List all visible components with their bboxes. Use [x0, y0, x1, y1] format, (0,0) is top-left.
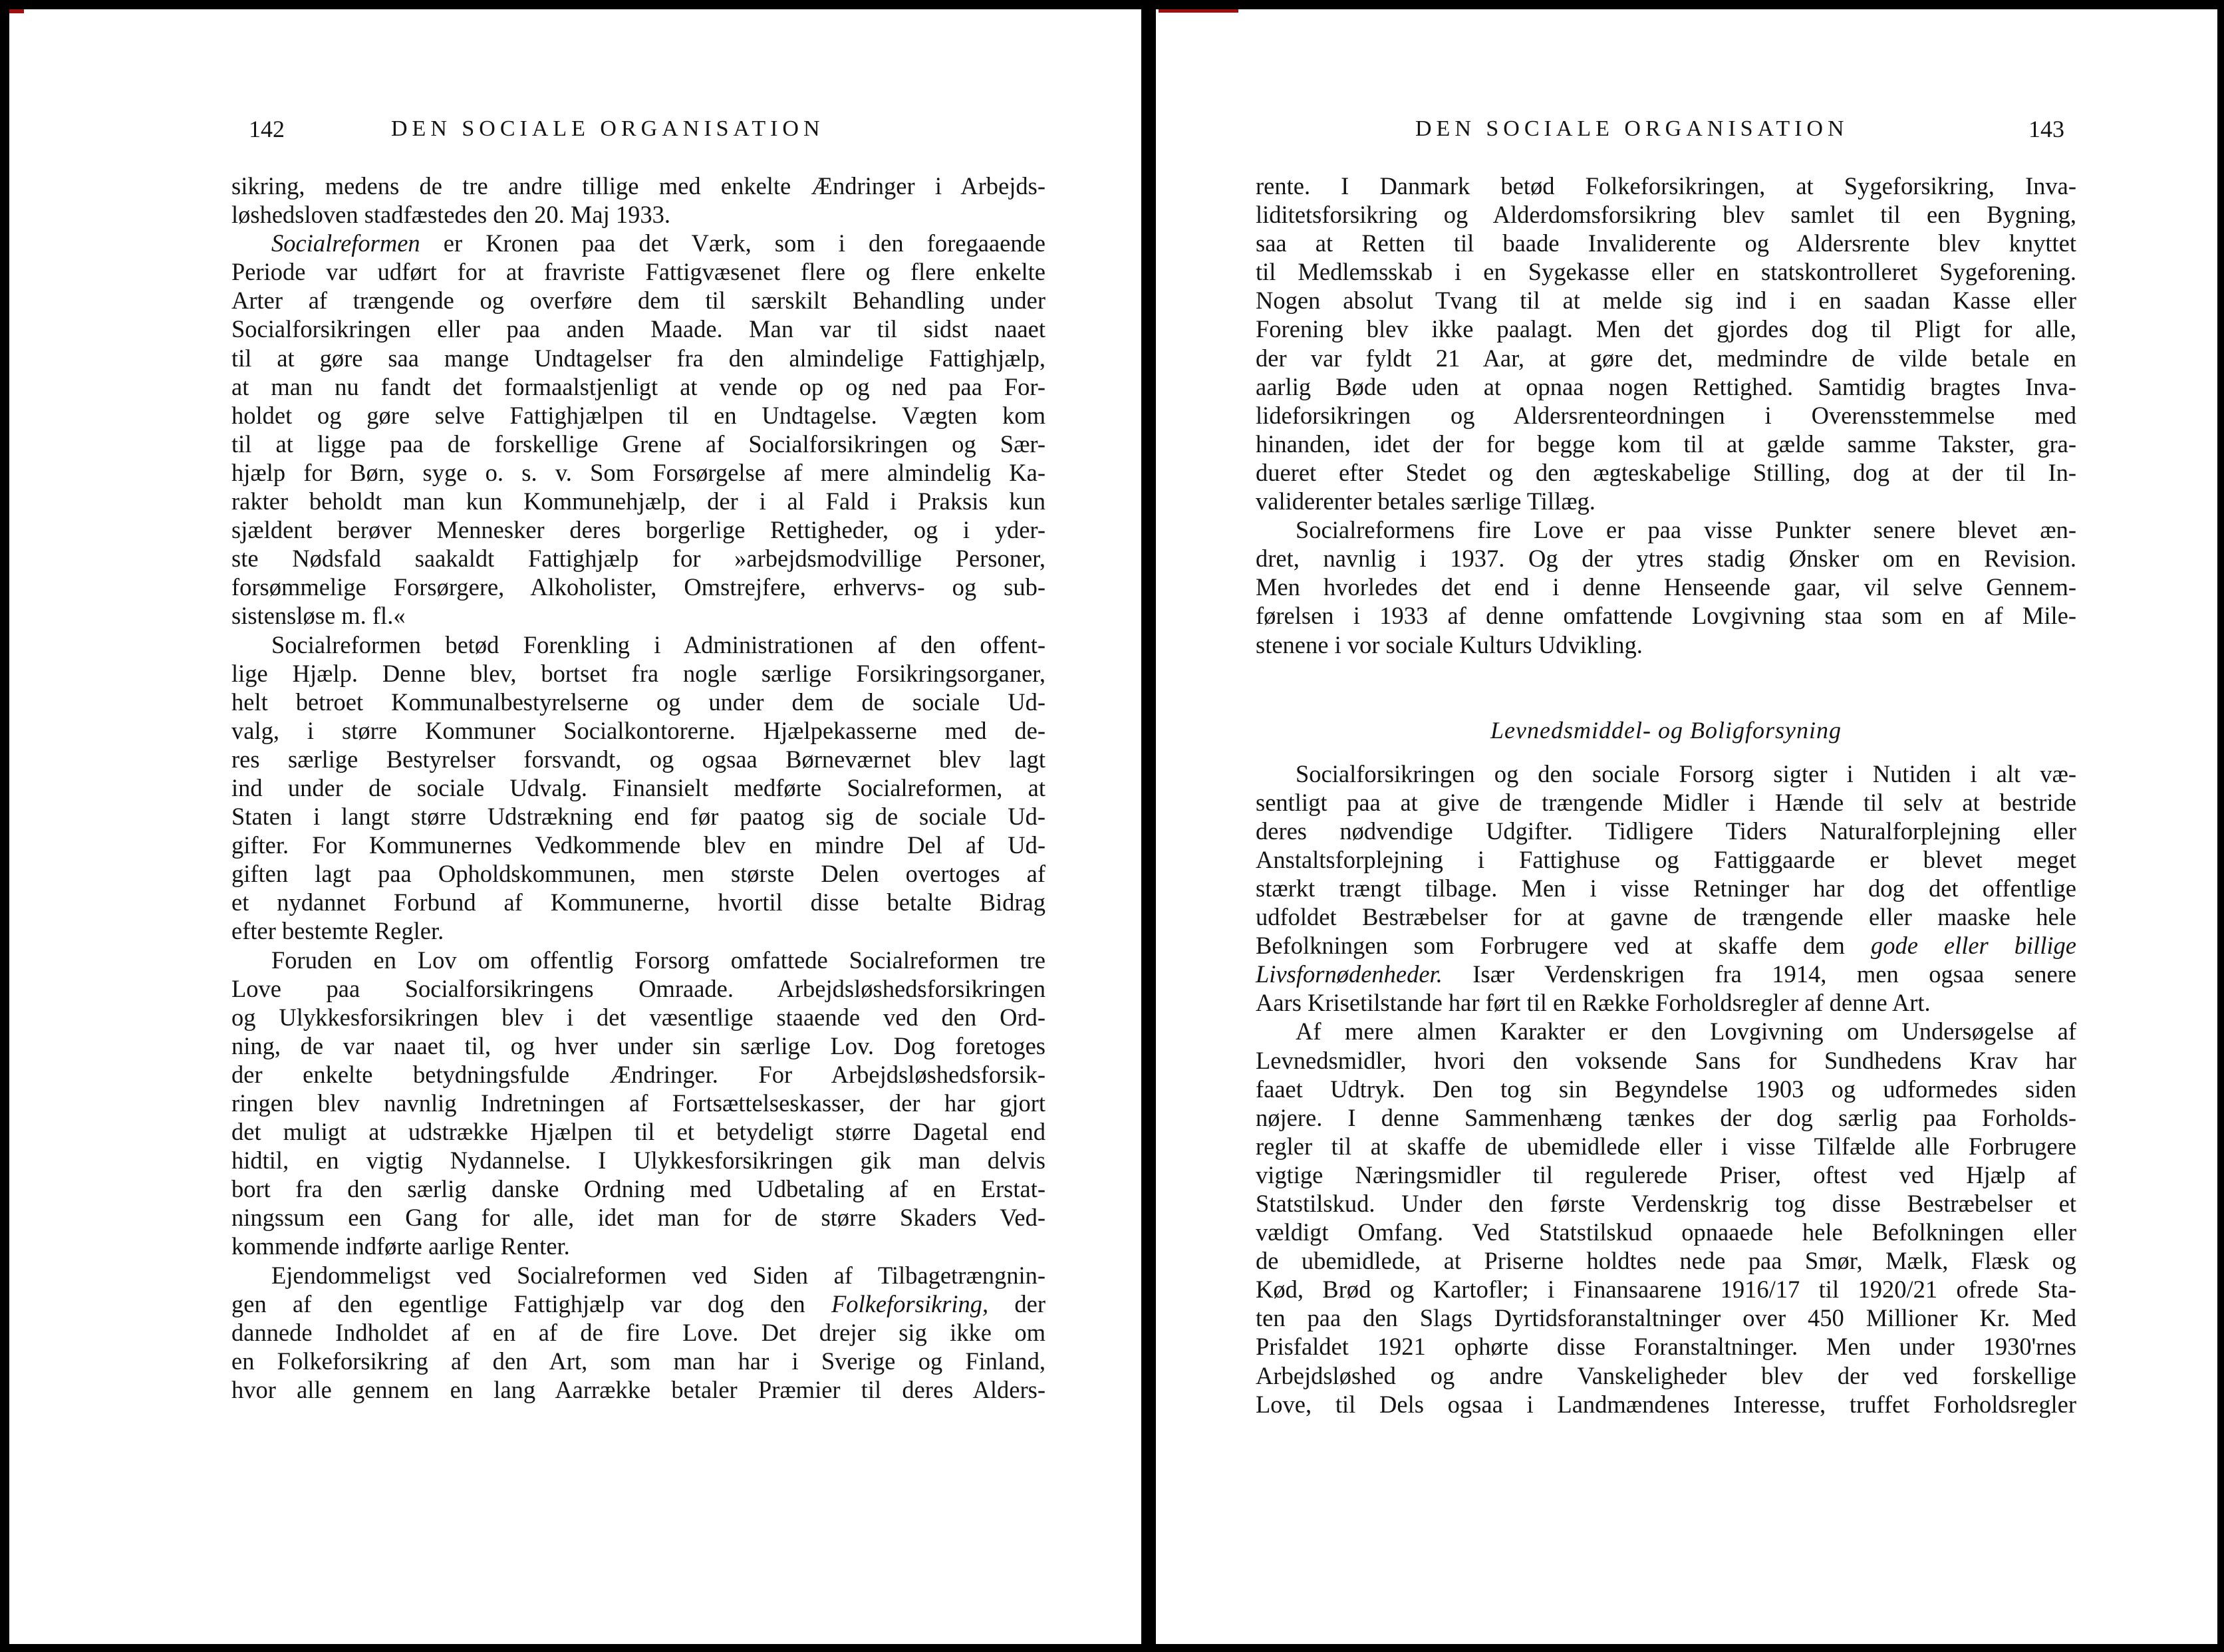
- text-line: Levnedsmidler, hvori den voksende Sans for Sundhedens Krav har: [1256, 1046, 2076, 1074]
- text-line: deres nødvendige Udgifter. Tidligere Tiders Naturalforplejning eller: [1256, 817, 2076, 845]
- text-line: holdet og gøre selve Fattighjælpen til en Undtagelse. Vægten kom: [231, 401, 1045, 429]
- text-line: liditetsforsikring og Alderdomsforsikring blev samlet til een Bygning,: [1256, 201, 2076, 229]
- text-line: lige Hjælp. Denne blev, bortset fra nogle særlige Forsikringsorganer,: [231, 659, 1045, 687]
- text-line: ringen blev navnlig Indretningen af Fortsættelseskasser, der har gjort: [231, 1089, 1045, 1117]
- text-line: rente. I Danmark betød Folkeforsikringen, at Sygeforsikring, Inva-: [1256, 172, 2076, 200]
- text-line: Af mere almen Karakter er den Lovgivning om Undersøgelse af: [1296, 1018, 2076, 1045]
- text-line: Foruden en Lov om offentlig Forsorg omfattede Socialreformen tre: [271, 946, 1045, 974]
- text-line: de ubemidlede, at Priserne holdtes nede paa Smør, Mælk, Flæsk og: [1256, 1247, 2076, 1275]
- scan-mark: [1159, 9, 1238, 13]
- text-line: der enkelte betydningsfulde Ændringer. For Arbejdsløshedsforsik-: [231, 1060, 1045, 1088]
- text-line: hjælp for Børn, syge o. s. v. Som Forsørgelse af mere almindelig Ka-: [231, 458, 1045, 486]
- text-line: giften lagt paa Opholdskommunen, men største Delen overtoges af: [231, 860, 1045, 888]
- right-page: [1156, 9, 2217, 1644]
- text-line: aarlig Bøde uden at opnaa nogen Rettighed. Samtidig bragtes Inva-: [1256, 372, 2076, 400]
- text-line: løshedsloven stadfæstedes den 20. Maj 1933.: [231, 201, 670, 229]
- text-line: til at gøre saa mange Undtagelser fra den almindelige Fattighjælp,: [231, 344, 1045, 372]
- text-line: gifter. For Kommunernes Vedkommende blev en mindre Del af Ud-: [231, 831, 1045, 859]
- text-line: Aars Krisetilstande har ført til en Række Forholdsregler af denne Art.: [1256, 989, 1931, 1017]
- text-line: Befolkningen som Forbrugere ved at skaffe dem gode eller billige: [1256, 932, 2076, 960]
- text-line: Arbejdsløshed og andre Vanskeligheder blev der ved forskellige: [1256, 1361, 2076, 1389]
- text-line: til Medlemsskab i en Sygekasse eller en statskontrolleret Sygeforening.: [1256, 258, 2076, 286]
- text-line: res særlige Bestyrelser forsvandt, og ogsaa Børneværnet blev lagt: [231, 745, 1045, 773]
- text-line: en Folkeforsikring af den Art, som man har i Sverige og Finland,: [231, 1347, 1045, 1375]
- text-line: ten paa den Slags Dyrtidsforanstaltninger over 450 Millioner Kr. Med: [1256, 1304, 2076, 1332]
- text-line: hvor alle gennem en lang Aarrække betaler Præmier til deres Alders-: [231, 1375, 1045, 1403]
- text-line: dannede Indholdet af en af de fire Love. Det drejer sig ikke om: [231, 1318, 1045, 1346]
- section-heading: Levnedsmiddel- og Boligforsyning: [1490, 716, 1842, 744]
- text-line: stærkt trængt tilbage. Men i visse Retninger har dog det offentlige: [1256, 874, 2076, 902]
- text-line: regler til at skaffe de ubemidlede eller i visse Tilfælde alle Forbrugere: [1256, 1132, 2076, 1160]
- text-line: forsømmelige Forsørgere, Alkoholister, Omstrejfere, erhvervs- og sub-: [231, 573, 1045, 601]
- text-line: Socialforsikringen og den sociale Forsorg sigter i Nutiden i alt væ-: [1296, 759, 2076, 787]
- text-line: dret, navnlig i 1937. Og der ytres stadig Ønsker om en Revision.: [1256, 545, 2076, 573]
- text-column: [231, 172, 1045, 1404]
- text-line: Nogen absolut Tvang til at melde sig ind i en saadan Kasse eller: [1256, 287, 2076, 315]
- text-line: Love paa Socialforsikringens Omraade. Arbejdsløshedsforsikringen: [231, 974, 1045, 1002]
- text-line: efter bestemte Regler.: [231, 917, 444, 945]
- text-line: ste Nødsfald saakaldt Fattighjælp for »arbejdsmodvillige Personer,: [231, 545, 1045, 573]
- text-line: hinanden, idet der for begge kom til at gælde samme Takster, gra-: [1256, 430, 2076, 458]
- left-page: [9, 9, 1141, 1644]
- text-line: Arter af trængende og overføre dem til særskilt Behandling under: [231, 287, 1045, 315]
- text-line: validerenter betales særlige Tillæg.: [1256, 487, 1596, 515]
- text-line: Men hvorledes det end i denne Henseende gaar, vil selve Gennem-: [1256, 573, 2076, 601]
- text-line: sentligt paa at give de trængende Midler i Hænde til selv at bestride: [1256, 788, 2076, 816]
- text-line: lideforsikringen og Aldersrenteordningen i Overensstemmelse med: [1256, 401, 2076, 429]
- scan-mark: [9, 9, 24, 13]
- text-line: Love, til Dels ogsaa i Landmændenes Interesse, truffet Forholdsregler: [1256, 1390, 2076, 1418]
- text-line: helt betroet Kommunalbestyrelserne og under dem de sociale Ud-: [231, 688, 1045, 716]
- text-line: Prisfaldet 1921 ophørte disse Foranstaltninger. Men under 1930'rnes: [1256, 1333, 2076, 1361]
- text-line: der var fyldt 21 Aar, at gøre det, medmindre de vilde betale en: [1256, 344, 2076, 372]
- text-line: Anstaltsforplejning i Fattighuse og Fattiggaarde er blevet meget: [1256, 845, 2076, 873]
- text-line: sjældent berøver Mennesker deres borgerlige Rettigheder, og i yder-: [231, 516, 1045, 544]
- running-head: DEN SOCIALE ORGANISATION: [1415, 116, 1849, 141]
- text-line: hidtil, en vigtig Nydannelse. I Ulykkesforsikringen gik man delvis: [231, 1147, 1045, 1174]
- text-line: til at ligge paa de forskellige Grene af Socialforsikringen og Sær-: [231, 430, 1045, 458]
- text-line: Forening blev ikke paalagt. Men det gjordes dog til Pligt for alle,: [1256, 315, 2076, 343]
- text-line: rakter beholdt man kun Kommunehjælp, der i al Fald i Praksis kun: [231, 487, 1045, 515]
- text-line: at man nu fandt det formaalstjenligt at vende op og ned paa For-: [231, 372, 1045, 400]
- text-line: førelsen i 1933 af denne omfattende Lovgivning staa som en af Mile-: [1256, 602, 2076, 630]
- text-line: sistensløse m. fl.«: [231, 602, 406, 630]
- text-line: nøjere. I denne Sammenhæng tænkes der dog særlig paa Forholds-: [1256, 1103, 2076, 1131]
- text-line: Staten i langt større Udstrækning end før paatog sig de sociale Ud-: [231, 803, 1045, 831]
- text-line: Socialreformens fire Love er paa visse Punkter senere blevet æn-: [1296, 516, 2076, 544]
- text-line: dueret efter Stedet og den ægteskabelige Stilling, dog at der til In-: [1256, 458, 2076, 486]
- text-line: Socialreformen betød Forenkling i Administrationen af den offent-: [271, 630, 1045, 658]
- text-line: faaet Udtryk. Den tog sin Begyndelse 1903 og udformedes siden: [1256, 1075, 2076, 1103]
- text-line: Statstilskud. Under den første Verdenskrig tog disse Bestræbelser et: [1256, 1190, 2076, 1217]
- text-line: udfoldet Bestræbelser for at gavne de trængende eller maaske hele: [1256, 903, 2076, 931]
- text-line: et nydannet Forbund af Kommunerne, hvortil disse betalte Bidrag: [231, 889, 1045, 916]
- text-line: Ejendommeligst ved Socialreformen ved Siden af Tilbagetrængnin-: [271, 1261, 1045, 1289]
- text-line: Periode var udført for at fravriste Fattigvæsenet flere og flere enkelte: [231, 258, 1045, 286]
- page-number: 142: [249, 116, 285, 142]
- text-line: saa at Retten til baade Invaliderente og Aldersrente blev knyttet: [1256, 229, 2076, 257]
- page-number: 143: [2028, 116, 2064, 142]
- text-column: [1256, 172, 2076, 1419]
- text-line: sikring, medens de tre andre tillige med enkelte Ændringer i Arbejds-: [231, 172, 1045, 200]
- text-line: gen af den egentlige Fattighjælp var dog den Folkeforsikring, der: [231, 1290, 1046, 1317]
- text-line: ningssum een Gang for alle, idet man for de større Skaders Ved-: [231, 1204, 1045, 1232]
- running-head: DEN SOCIALE ORGANISATION: [391, 116, 825, 141]
- text-line: Livsfornødenheder. Især Verdenskrigen fra 1914, men ogsaa senere: [1256, 960, 2076, 988]
- text-line: Socialforsikringen eller paa anden Maade. Man var til sidst naaet: [231, 315, 1045, 343]
- text-line: vældigt Omfang. Ved Statstilskud opnaaede hele Befolkningen eller: [1256, 1218, 2076, 1246]
- text-line: kommende indførte aarlige Renter.: [231, 1232, 570, 1260]
- text-line: det muligt at udstrække Hjælpen til et betydeligt større Dagetal end: [231, 1118, 1045, 1146]
- text-line: vigtige Næringsmidler til regulerede Priser, oftest ved Hjælp af: [1256, 1161, 2076, 1188]
- text-line: valg, i større Kommuner Socialkontorerne. Hjælpekasserne med de-: [231, 716, 1045, 744]
- text-line: Kød, Brød og Kartofler; i Finansaarene 1916/17 til 1920/21 ofrede Sta-: [1256, 1276, 2076, 1304]
- text-line: Socialreformen er Kronen paa det Værk, som i den foregaaende: [271, 229, 1045, 257]
- text-line: stenene i vor sociale Kulturs Udvikling.: [1256, 630, 1643, 658]
- text-line: ind under de sociale Udvalg. Finansielt medførte Socialreformen, at: [231, 773, 1045, 801]
- text-line: ning, de var naaet til, og hver under sin særlige Lov. Dog foretoges: [231, 1032, 1045, 1059]
- text-line: og Ulykkesforsikringen blev i det væsentlige staaende ved den Ord-: [231, 1003, 1045, 1031]
- text-line: bort fra den særlig danske Ordning med Udbetaling af en Erstat-: [231, 1175, 1045, 1203]
